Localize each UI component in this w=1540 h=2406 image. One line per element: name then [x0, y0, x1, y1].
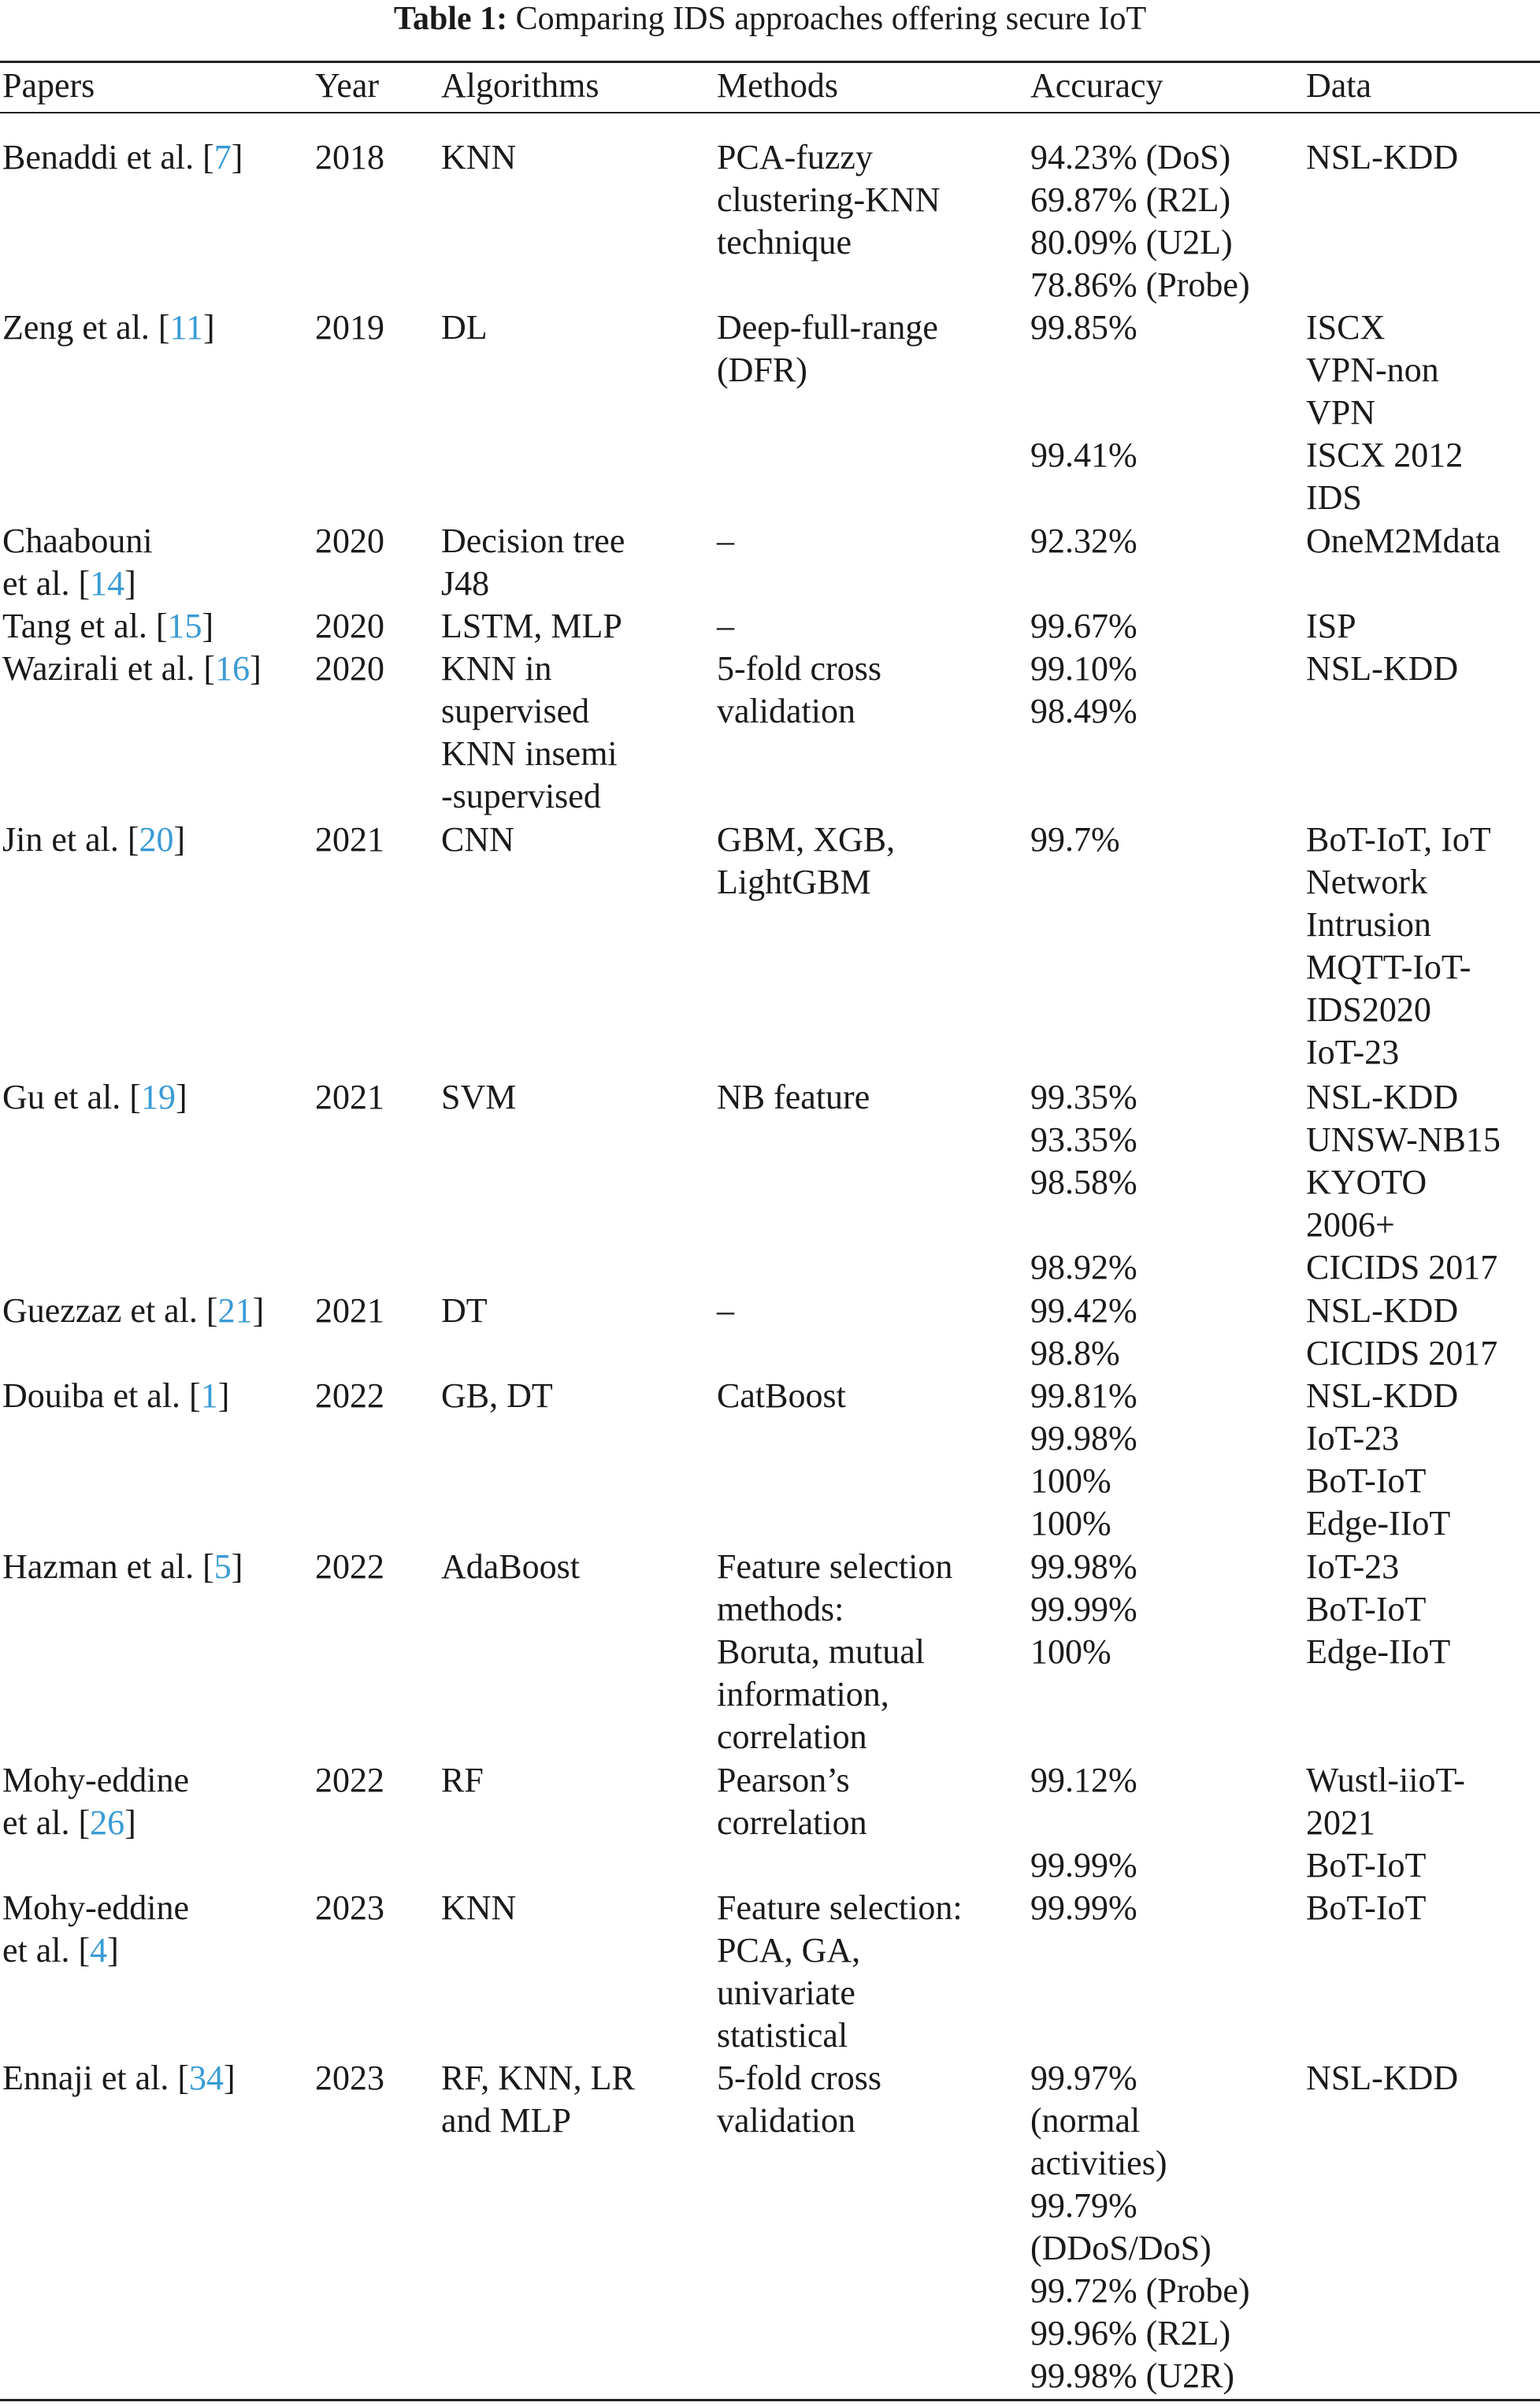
- year-cell: 2020: [315, 607, 384, 645]
- methods-cell: Feature selection: PCA, GA, univariate statistical: [717, 1888, 963, 2055]
- algorithms-cell: RF, KNN, LR and MLP: [441, 2059, 635, 2140]
- year-cell: 2019: [315, 308, 384, 347]
- data-cell: NSL-KDD IoT-23 BoT-IoT Edge-IIoT: [1306, 1376, 1459, 1543]
- author-text: Tang et al. [: [2, 607, 168, 645]
- year-cell: 2021: [315, 820, 384, 859]
- data-cell: OneM2Mdata: [1306, 522, 1501, 560]
- data-cell: BoT-IoT, IoT Network Intrusion MQTT-IoT- IDS2020 IoT-23: [1306, 820, 1491, 1071]
- accuracy-cell: 99.97% (normal activities) 99.79% (DDoS/DoS) 99.72% (Probe) 99.96% (R2L) 99.98% (U2R): [1030, 2059, 1250, 2395]
- reference-link[interactable]: 16: [215, 649, 250, 688]
- header-rule: [0, 112, 1540, 113]
- year-cell: 2022: [315, 1376, 384, 1415]
- paper-cell: Douiba et al. [1]: [2, 1376, 230, 1415]
- algorithms-cell: DL: [441, 308, 488, 347]
- year-cell: 2020: [315, 522, 384, 560]
- year-cell: 2023: [315, 2059, 384, 2097]
- accuracy-cell: 99.98% 99.99% 100%: [1030, 1547, 1137, 1671]
- methods-cell: GBM, XGB, LightGBM: [717, 820, 896, 901]
- data-cell: ISCX VPN-non VPN ISCX 2012 IDS: [1306, 308, 1464, 517]
- table-caption: [0, 0, 1540, 38]
- data-cell: ISP: [1306, 607, 1356, 645]
- reference-link[interactable]: 11: [169, 308, 203, 347]
- reference-link[interactable]: 5: [213, 1547, 232, 1586]
- data-cell: Wustl-iioT- 2021 BoT-IoT: [1306, 1761, 1465, 1884]
- paper-cell: Hazman et al. [5]: [2, 1547, 243, 1586]
- data-cell: NSL-KDD UNSW-NB15 KYOTO 2006+ CICIDS 2017: [1306, 1078, 1501, 1287]
- year-cell: 2023: [315, 1888, 384, 1927]
- data-cell: NSL-KDD: [1306, 138, 1459, 176]
- paper-cell: Guezzaz et al. [21]: [2, 1291, 265, 1330]
- algorithms-cell: CNN: [441, 820, 514, 859]
- methods-cell: CatBoost: [717, 1376, 846, 1415]
- data-cell: BoT-IoT: [1306, 1888, 1427, 1927]
- accuracy-cell: 99.10% 98.49%: [1030, 649, 1137, 730]
- year-cell: 2020: [315, 649, 384, 688]
- methods-cell: Deep-full-range (DFR): [717, 308, 938, 389]
- reference-link[interactable]: 26: [90, 1803, 125, 1842]
- algorithms-cell: Decision tree J48: [441, 522, 625, 603]
- author-text: Ennaji et al. [: [2, 2059, 190, 2097]
- algorithms-cell: AdaBoost: [441, 1547, 580, 1586]
- algorithms-cell: LSTM, MLP: [441, 607, 622, 645]
- paper-cell: Mohy-eddine et al. [26]: [2, 1761, 190, 1842]
- paper-cell: Wazirali et al. [16]: [2, 649, 262, 688]
- paper-cell: Mohy-eddine et al. [4]: [2, 1888, 190, 1970]
- reference-link[interactable]: 34: [189, 2059, 225, 2097]
- author-text: Hazman et al. [: [2, 1547, 214, 1586]
- accuracy-cell: 99.81% 99.98% 100% 100%: [1030, 1376, 1137, 1543]
- algorithms-cell: RF: [441, 1761, 484, 1799]
- reference-link[interactable]: 19: [140, 1078, 176, 1116]
- methods-cell: Feature selection methods: Boruta, mutual information, correlation: [717, 1547, 953, 1756]
- caption-label: Table 1:: [393, 1, 508, 37]
- author-text: Douiba et al. [: [2, 1376, 201, 1415]
- year-cell: 2022: [315, 1547, 384, 1586]
- author-text: Wazirali et al. [: [2, 649, 216, 688]
- author-text: Chaabouni et al. [: [2, 522, 153, 603]
- author-text: Benaddi et al. [: [2, 138, 214, 176]
- header-year: Year: [315, 66, 380, 105]
- methods-cell: –: [717, 522, 734, 560]
- algorithms-cell: GB, DT: [441, 1376, 553, 1415]
- methods-cell: –: [717, 1291, 734, 1330]
- data-cell: NSL-KDD: [1306, 2059, 1459, 2097]
- algorithms-cell: KNN: [441, 1888, 517, 1927]
- paper-cell: Tang et al. [15]: [2, 607, 214, 645]
- accuracy-cell: 99.99%: [1030, 1888, 1137, 1927]
- data-cell: NSL-KDD CICIDS 2017: [1306, 1291, 1498, 1372]
- reference-link[interactable]: 7: [213, 138, 232, 176]
- paper-cell: Jin et al. [20]: [2, 820, 186, 859]
- author-text: Mohy-eddine et al. [: [2, 1888, 190, 1970]
- methods-cell: NB feature: [717, 1078, 870, 1116]
- paper-cell: Benaddi et al. [7]: [2, 138, 243, 176]
- data-cell: IoT-23 BoT-IoT Edge-IIoT: [1306, 1547, 1451, 1671]
- data-cell: NSL-KDD: [1306, 649, 1459, 688]
- paper-cell: Ennaji et al. [34]: [2, 2059, 236, 2097]
- caption-text: Comparing IDS approaches offering secure IoT: [515, 1, 1147, 37]
- methods-cell: 5-fold cross validation: [717, 2059, 881, 2140]
- reference-link[interactable]: 14: [90, 564, 125, 603]
- accuracy-cell: 92.32%: [1030, 522, 1137, 560]
- algorithms-cell: KNN: [441, 138, 517, 176]
- author-text: Gu et al. [: [2, 1078, 141, 1116]
- reference-link[interactable]: 15: [167, 607, 202, 645]
- author-text: Guezzaz et al. [: [2, 1291, 218, 1330]
- algorithms-cell: SVM: [441, 1078, 517, 1116]
- year-cell: 2018: [315, 138, 384, 176]
- paper-cell: Zeng et al. [11]: [2, 308, 215, 347]
- methods-cell: –: [717, 607, 734, 645]
- header-data: Data: [1306, 66, 1372, 105]
- algorithms-cell: DT: [441, 1291, 488, 1330]
- reference-link[interactable]: 1: [200, 1376, 218, 1415]
- accuracy-cell: 99.35% 93.35% 98.58% 98.92%: [1030, 1078, 1137, 1287]
- header-accuracy: Accuracy: [1030, 66, 1163, 105]
- paper-cell: Gu et al. [19]: [2, 1078, 187, 1116]
- accuracy-cell: 99.67%: [1030, 607, 1137, 645]
- author-text: Jin et al. [: [2, 820, 139, 859]
- bottom-rule: [0, 2399, 1540, 2401]
- paper-cell: Chaabouni et al. [14]: [2, 522, 153, 603]
- algorithms-cell: KNN in supervised KNN insemi -supervised: [441, 649, 618, 815]
- accuracy-cell: 99.85% 99.41%: [1030, 308, 1137, 474]
- reference-link[interactable]: 20: [139, 820, 174, 859]
- accuracy-cell: 99.7%: [1030, 820, 1120, 859]
- author-text: Zeng et al. [: [2, 308, 170, 347]
- year-cell: 2021: [315, 1291, 384, 1330]
- accuracy-cell: 99.12% 99.99%: [1030, 1761, 1137, 1884]
- year-cell: 2021: [315, 1078, 384, 1116]
- methods-cell: 5-fold cross validation: [717, 649, 881, 730]
- header-methods: Methods: [717, 66, 838, 105]
- header-algorithms: Algorithms: [441, 66, 599, 105]
- author-text: Mohy-eddine et al. [: [2, 1761, 190, 1842]
- reference-link[interactable]: 21: [217, 1291, 253, 1330]
- methods-cell: Pearson’s correlation: [717, 1761, 867, 1842]
- methods-cell: PCA-fuzzy clustering-KNN technique: [717, 138, 941, 262]
- header-papers: Papers: [2, 66, 95, 105]
- accuracy-cell: 94.23% (DoS) 69.87% (R2L) 80.09% (U2L) 78.86% (Probe): [1030, 138, 1250, 304]
- reference-link[interactable]: 4: [90, 1931, 108, 1970]
- year-cell: 2022: [315, 1761, 384, 1799]
- accuracy-cell: 99.42% 98.8%: [1030, 1291, 1137, 1372]
- top-rule: [0, 61, 1540, 63]
